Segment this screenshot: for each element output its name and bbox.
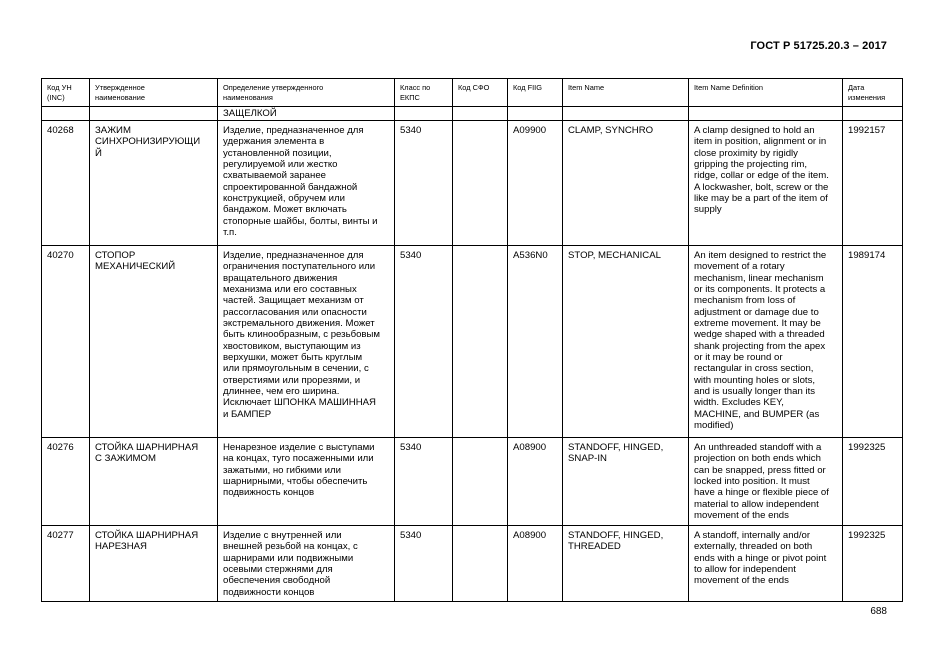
cell-item-name: STANDOFF, HINGED, THREADED <box>563 526 689 602</box>
cell-item-name-definition: An unthreaded standoff with a projection on both ends which can be snapped, press fitted or locked into position. It must have a hinge or flexible piece of material to allow independent movement of the ends <box>689 438 843 526</box>
cell-fiig: A09900 <box>508 121 563 246</box>
cell-date: 1989174 <box>843 246 903 438</box>
cell-fiig: A08900 <box>508 438 563 526</box>
cell-class: 5340 <box>395 438 453 526</box>
cell-sfo <box>453 526 508 602</box>
column-header-class: Класс по ЕКПС <box>395 79 453 107</box>
document-code: ГОСТ Р 51725.20.3 – 2017 <box>750 40 887 52</box>
cell-definition-ru: Изделие, предназначенное для ограничения поступательного или вращательного движения механизма или его составных частей. Защищает механизм от рассогласования или опасности экстремального движения. Может быть клинообразным, с резьбовым хвостовиком, выступающим из верхушки, может быть круглым или прямоугольным в сечении, с отверстиями или прорезями, и длиннее, чем его ширина. Исключает ШПОНКА МАШИННАЯ и БАМПЕР <box>218 246 395 438</box>
cell-inc: 40277 <box>42 526 90 602</box>
cell-class: 5340 <box>395 526 453 602</box>
cell-sfo <box>453 246 508 438</box>
table-header-row <box>42 79 903 107</box>
column-header-item-name-definition: Item Name Definition <box>689 79 843 107</box>
cell-date: 1992157 <box>843 121 903 246</box>
cell-item-name-definition: A clamp designed to hold an item in position, alignment or in close proximity by rigidly gripping the projecting rim, ridge, collar or edge of the item. A lockwasher, bolt, screw or the like may be a part of the item of supply <box>689 121 843 246</box>
column-header-fiig: Код FIIG <box>508 79 563 107</box>
cell-date: 1992325 <box>843 526 903 602</box>
cell-item-name: CLAMP, SYNCHRO <box>563 121 689 246</box>
cell-name-ru: ЗАЖИМ СИНХРОНИЗИРУЮЩИ Й <box>90 121 218 246</box>
cell-item-name-definition: A standoff, internally and/or externally, threaded on both ends with a hinge or pivot point to allow for independent movement of the ends <box>689 526 843 602</box>
cell-inc: 40276 <box>42 438 90 526</box>
continuation-text: ЗАЩЕЛКОЙ <box>218 107 395 121</box>
column-header-sfo: Код СФО <box>453 79 508 107</box>
cell-definition-ru: Ненарезное изделие с выступами на концах, туго посаженными или зажатыми, но гибкими или шарнирными, чтобы обеспечить подвижность концов <box>218 438 395 526</box>
cell-name-ru: СТОЙКА ШАРНИРНАЯ С ЗАЖИМОМ <box>90 438 218 526</box>
registry-table <box>41 78 903 602</box>
cell-class: 5340 <box>395 121 453 246</box>
table-row <box>42 246 903 438</box>
cell-inc: 40268 <box>42 121 90 246</box>
table-row <box>42 438 903 526</box>
cell-fiig: A536N0 <box>508 246 563 438</box>
table-row-continuation <box>42 107 903 121</box>
cell-name-ru: СТОЙКА ШАРНИРНАЯ НАРЕЗНАЯ <box>90 526 218 602</box>
cell-item-name-definition: An item designed to restrict the movement of a rotary mechanism, linear mechanism or its components. It protects a mechanism from loss of adjustment or damage due to extreme movement. It may be wedge shaped with a threaded shank projecting from the apex or it may be round or rectangular in cross section, with mounting holes or slots, and is usually longer than its width. Excludes KEY, MACHINE, and BUMPER (as modified) <box>689 246 843 438</box>
cell-definition-ru: Изделие с внутренней или внешней резьбой на концах, с шарнирами или подвижными осевыми стержнями для обеспечения свободной подвижности концов <box>218 526 395 602</box>
cell-name-ru: СТОПОР МЕХАНИЧЕСКИЙ <box>90 246 218 438</box>
cell-class: 5340 <box>395 246 453 438</box>
page-number: 688 <box>870 606 887 617</box>
cell-sfo <box>453 121 508 246</box>
table-row <box>42 526 903 602</box>
column-header-date: Дата изменения <box>843 79 903 107</box>
cell-fiig: A08900 <box>508 526 563 602</box>
cell-item-name: STANDOFF, HINGED, SNAP-IN <box>563 438 689 526</box>
table-row <box>42 121 903 246</box>
cell-definition-ru: Изделие, предназначенное для удержания элемента в установленной позиции, регулируемой или жестко схватываемой заранее спроектированной бандажной конструкцией, обручем или бандажом. Может включать стопорные шайбы, болты, винты и т.п. <box>218 121 395 246</box>
cell-sfo <box>453 438 508 526</box>
column-header-inc: Код УН (INC) <box>42 79 90 107</box>
column-header-definition-ru: Определение утвержденного наименования <box>218 79 395 107</box>
cell-date: 1992325 <box>843 438 903 526</box>
column-header-item-name: Item Name <box>563 79 689 107</box>
column-header-name-ru: Утвержденное наименование <box>90 79 218 107</box>
cell-inc: 40270 <box>42 246 90 438</box>
cell-item-name: STOP, MECHANICAL <box>563 246 689 438</box>
